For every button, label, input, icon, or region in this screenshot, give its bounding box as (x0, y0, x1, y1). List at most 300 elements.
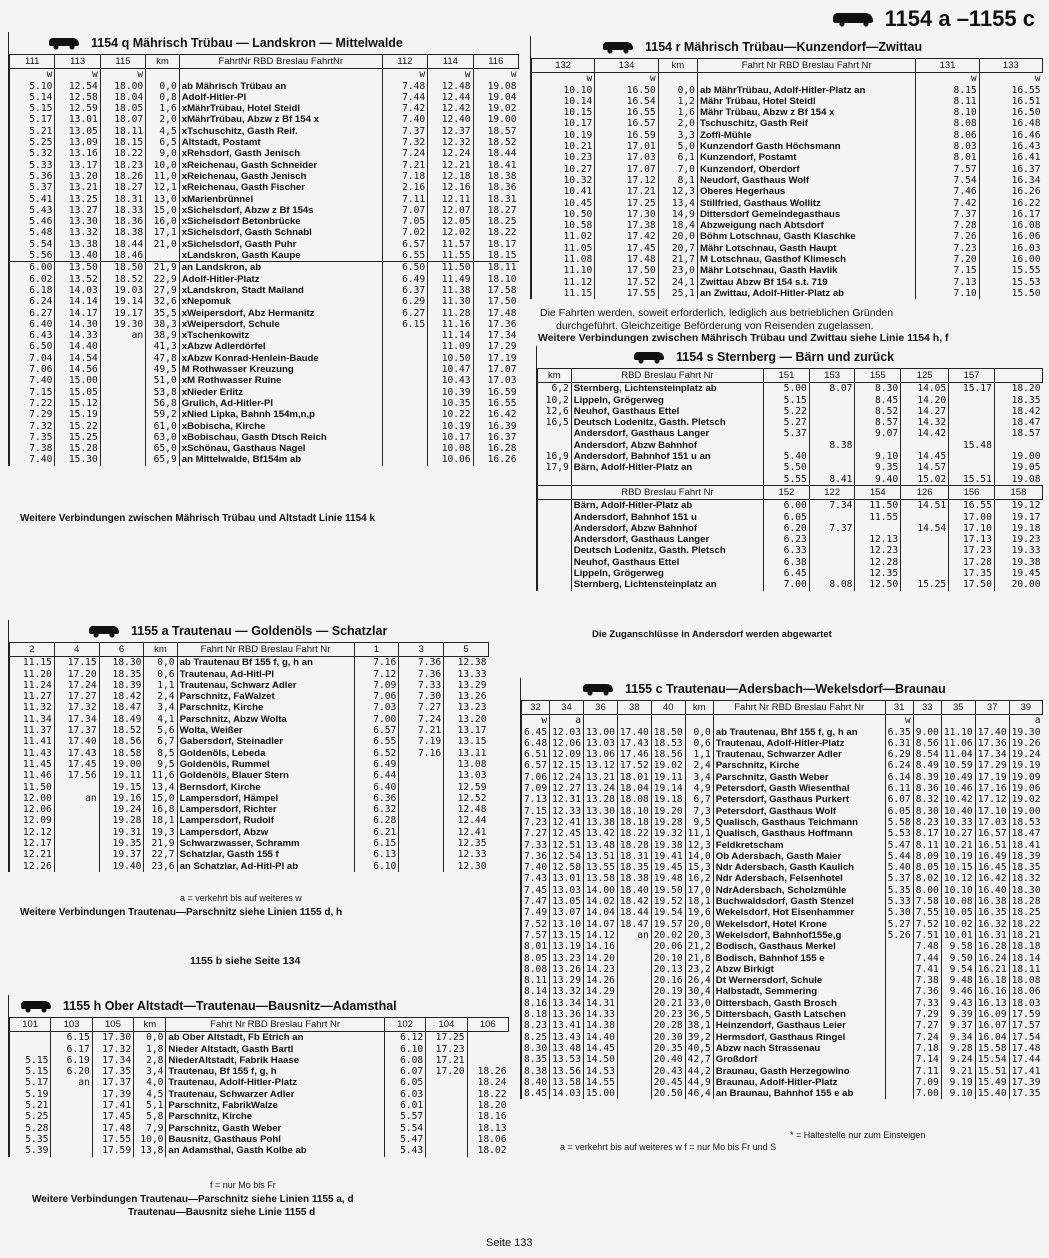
table-row (10, 69, 519, 81)
time-cell: 20.00 (994, 579, 1042, 590)
table-row (10, 160, 519, 171)
time-cell: 12.02 (428, 227, 473, 238)
time-cell (994, 440, 1042, 451)
station-cell: Neuhof, Gasthaus Ettel (571, 557, 763, 568)
time-cell: 17.40 (617, 727, 651, 738)
time-cell (100, 353, 145, 364)
station-cell: Parschnitz, Kirche (713, 760, 885, 771)
time-cell: 16.35 (975, 907, 1009, 918)
time-cell: 11.38 (428, 285, 473, 296)
time-cell: 18.27 (473, 205, 518, 216)
time-cell: 7.24 (913, 1032, 941, 1043)
km-cell: 6,7 (685, 794, 713, 805)
train-number (994, 369, 1042, 383)
time-cell: 8.10 (916, 107, 979, 118)
time-cell (901, 545, 949, 556)
time-cell: 9.35 (855, 462, 901, 473)
km-cell: 0,0 (134, 1032, 166, 1044)
timetable-grid (9, 54, 519, 466)
table-row (522, 794, 1043, 805)
station-cell: xLandskron, Stadt Mailand (179, 285, 382, 296)
table-row (522, 907, 1043, 918)
table-row (10, 702, 489, 713)
time-cell: 10.19 (941, 851, 975, 862)
time-cell: 11.34 (10, 714, 55, 725)
time-cell: 8.57 (855, 417, 901, 428)
table-row (10, 216, 519, 227)
table-row (522, 1009, 1043, 1020)
km-cell (538, 474, 572, 486)
table-row (10, 815, 489, 826)
time-cell: 13.01 (550, 873, 584, 884)
time-cell: 18.39 (1009, 851, 1042, 862)
time-cell: a (1009, 715, 1042, 727)
table-row (10, 81, 519, 92)
time-cell: 8.32 (913, 794, 941, 805)
time-cell: 18.44 (100, 239, 145, 250)
km-cell: 53,8 (146, 387, 180, 398)
km-cell (538, 579, 572, 590)
time-cell: 16.03 (979, 243, 1042, 254)
station-cell: Dittersdorf Gemeindegasthaus (697, 209, 915, 220)
station-cell: Bausnitz, Gasthaus Pohl (166, 1134, 384, 1145)
time-cell: 6.07 (384, 1066, 425, 1077)
km-cell: 0,8 (146, 92, 180, 103)
time-cell: 10.49 (941, 772, 975, 783)
station-cell: xMährTrübau, Hotel Steidl (179, 103, 382, 114)
station-cell: xReichenau, Gasth Schneider (179, 160, 382, 171)
time-cell: 6.14 (885, 772, 913, 783)
time-cell: 15.19 (55, 409, 100, 420)
time-cell: 6.01 (384, 1100, 425, 1111)
time-cell: 18.47 (994, 417, 1042, 428)
time-cell: 7.12 (354, 669, 399, 680)
time-cell: 18.40 (617, 885, 651, 896)
train-number: 33 (913, 701, 941, 715)
time-cell: 11.28 (428, 308, 473, 319)
km-cell: 5,0 (658, 141, 697, 152)
time-cell: 10.19 (428, 421, 473, 432)
time-cell: 6.24 (10, 296, 55, 307)
time-cell: 13.09 (55, 137, 100, 148)
station-cell: xReichenau, Gasth Fischer (179, 182, 382, 193)
time-cell: 5.21 (10, 1100, 51, 1111)
time-cell (617, 715, 651, 727)
time-cell: 5.35 (10, 1134, 51, 1145)
time-cell: 13.11 (444, 748, 489, 759)
time-cell: 18.17 (473, 239, 518, 250)
time-cell: 17.01 (595, 141, 658, 152)
time-cell: 15.25 (901, 579, 949, 590)
time-cell: 18.56 (99, 736, 144, 747)
km-cell: 65,9 (146, 454, 180, 465)
time-cell: 18.46 (100, 250, 145, 262)
header-row (10, 55, 519, 69)
train-number: 125 (901, 369, 949, 383)
time-cell: 15.51 (949, 474, 995, 486)
table-row (10, 736, 489, 747)
table-row (10, 375, 519, 386)
time-cell: 17.34 (54, 714, 99, 725)
time-cell: 20.43 (651, 1066, 685, 1077)
time-cell: 18.20 (467, 1100, 508, 1111)
time-cell: 17.36 (975, 738, 1009, 749)
time-cell: 17.59 (1009, 1009, 1042, 1020)
time-cell: 12.15 (550, 760, 584, 771)
time-cell (426, 1123, 467, 1134)
station-cell: Kunzendorf Gasth Höchsmann (697, 141, 915, 152)
km-cell: 1,1 (144, 680, 177, 691)
time-cell: 19.05 (994, 462, 1042, 473)
time-cell: 5.14 (10, 92, 55, 103)
time-cell: w (10, 69, 55, 81)
table-row (10, 748, 489, 759)
table-row (10, 319, 519, 330)
table-row (10, 861, 489, 872)
timetable-grid (521, 700, 1043, 1099)
table-row (532, 164, 1043, 175)
time-cell: 12.51 (550, 840, 584, 851)
station-header: Fahrt Nr RBD Breslau Fahrt Nr (177, 643, 354, 657)
km-cell: 15,3 (685, 862, 713, 873)
time-cell: 16.57 (975, 828, 1009, 839)
time-cell: 14.42 (901, 428, 949, 439)
km-header (538, 485, 572, 499)
time-cell: 5.19 (10, 1089, 51, 1100)
time-cell: 17.30 (92, 1032, 133, 1044)
table-row (538, 451, 1043, 462)
train-number: 111 (10, 55, 55, 69)
time-cell: 12.33 (444, 849, 489, 860)
time-cell: 11.30 (428, 296, 473, 307)
table-row (532, 130, 1043, 141)
time-cell: 10.10 (941, 885, 975, 896)
km-cell: 13,4 (144, 782, 177, 793)
time-cell: 13.20 (55, 171, 100, 182)
table-row (532, 186, 1043, 197)
time-cell: 9.24 (941, 1054, 975, 1065)
time-cell: 17.27 (54, 691, 99, 702)
km-cell: 14,9 (658, 209, 697, 220)
station-cell: xAbzw Adlerdörfel (179, 341, 382, 352)
table-row (10, 1111, 509, 1122)
time-cell: 17.29 (975, 760, 1009, 771)
time-cell: 9.40 (855, 474, 901, 486)
time-cell (885, 1054, 913, 1065)
station-cell: Wekelsdorf, Bahnhof155e,g (713, 930, 885, 941)
time-cell: 17.34 (975, 749, 1009, 760)
train-number: 35 (941, 701, 975, 715)
time-cell: 5.56 (10, 250, 55, 262)
table-row (10, 114, 519, 125)
station-cell: Goldenöls, Lebeda (177, 748, 354, 759)
table-row (522, 975, 1043, 986)
time-cell: 19.00 (994, 451, 1042, 462)
station-cell: an Adamsthal, Gasth Kolbe ab (166, 1145, 384, 1156)
time-cell: 6.12 (384, 1032, 425, 1044)
time-cell: 18.42 (99, 691, 144, 702)
time-cell: 17.34 (92, 1055, 133, 1066)
km-cell: 0,0 (658, 85, 697, 96)
time-cell: 11.27 (10, 691, 55, 702)
time-cell (54, 827, 99, 838)
time-cell: 11.37 (10, 725, 55, 736)
km-cell: 0,6 (685, 738, 713, 749)
time-cell: 19.08 (994, 474, 1042, 486)
time-cell: 5.53 (885, 828, 913, 839)
time-cell: 18.42 (994, 406, 1042, 417)
time-cell (382, 398, 427, 409)
time-cell: 12.44 (428, 92, 473, 103)
table-row (532, 231, 1043, 242)
table-row (532, 152, 1043, 163)
header-row (538, 485, 1043, 499)
time-cell: 16.17 (979, 209, 1042, 220)
table-row (10, 725, 489, 736)
time-cell: 12.07 (428, 205, 473, 216)
station-cell: Hermsdorf, Gasthaus Ringel (713, 1032, 885, 1043)
time-cell (54, 861, 99, 872)
time-cell: 17.54 (1009, 1032, 1042, 1043)
time-cell: 18.38 (617, 873, 651, 884)
time-cell: 8.30 (855, 383, 901, 395)
time-cell: 11.06 (941, 738, 975, 749)
time-cell: 17.25 (595, 198, 658, 209)
time-cell: 19.02 (651, 760, 685, 771)
timetable-1154s (536, 346, 1043, 591)
time-cell: 8.16 (522, 998, 550, 1009)
time-cell: 5.40 (764, 451, 810, 462)
table-row (522, 1088, 1043, 1099)
time-cell: 13.00 (584, 727, 618, 738)
time-cell: 6.00 (764, 500, 810, 512)
km-cell: 30,4 (685, 986, 713, 997)
time-cell: 13.15 (444, 736, 489, 747)
time-cell: 14.20 (584, 953, 618, 964)
time-cell: 7.42 (916, 198, 979, 209)
time-cell: 10.05 (941, 907, 975, 918)
time-cell: 14.03 (550, 1088, 584, 1099)
km-cell: 17,9 (538, 462, 572, 473)
time-cell (617, 941, 651, 952)
time-cell: 6.15 (51, 1032, 92, 1044)
time-cell: 14.04 (584, 907, 618, 918)
time-cell: 20.35 (651, 1043, 685, 1054)
time-cell: 10.08 (941, 896, 975, 907)
table-row (532, 198, 1043, 209)
time-cell: 19.30 (1009, 727, 1042, 738)
station-cell: an Zwittau, Adolf-Hitler-Platz ab (697, 288, 915, 299)
time-cell: 14.00 (584, 885, 618, 896)
km-cell: 27,9 (146, 285, 180, 296)
station-cell: xRehsdorf, Gasth Jenisch (179, 148, 382, 159)
time-cell: 13.06 (584, 749, 618, 760)
time-cell: 14.50 (584, 1054, 618, 1065)
timetable-title-text: 1154 r Mährisch Trübau—Kunzendorf—Zwittau (645, 40, 923, 54)
time-cell (764, 440, 810, 451)
time-cell: 13.20 (444, 714, 489, 725)
time-cell: 16.31 (975, 930, 1009, 941)
time-cell: 20.45 (651, 1077, 685, 1088)
time-cell: 7.30 (399, 691, 444, 702)
time-cell (100, 364, 145, 375)
station-cell: Andersdorf, Abzw Bahnhof (571, 440, 763, 451)
time-cell: 19.04 (473, 92, 518, 103)
time-cell: 10.50 (428, 353, 473, 364)
km-cell: 0,0 (146, 81, 180, 92)
km-header: km (538, 369, 572, 383)
time-cell: 5.36 (10, 171, 55, 182)
time-cell: 7.00 (913, 1088, 941, 1099)
time-cell: 10.39 (428, 387, 473, 398)
km-cell: 5,6 (144, 725, 177, 736)
time-cell (51, 1111, 92, 1122)
time-cell (51, 1100, 92, 1111)
table-row (10, 103, 519, 114)
station-cell: Trautenau, Schwarz Adler (177, 680, 354, 691)
time-cell: 5.27 (885, 919, 913, 930)
time-cell: 18.33 (100, 205, 145, 216)
train-number: 32 (522, 701, 550, 715)
time-cell: 7.10 (916, 288, 979, 299)
station-cell: Mähr Lotschnau, Gasth Haupt (697, 243, 915, 254)
time-cell: 18.16 (467, 1111, 508, 1122)
time-cell: 15.50 (979, 288, 1042, 299)
time-cell: 17.23 (426, 1044, 467, 1055)
time-cell: 9.48 (941, 975, 975, 986)
time-cell: 5.37 (10, 182, 55, 193)
time-cell: 18.10 (617, 806, 651, 817)
station-cell: Andersdorf, Bahnhof 151 u an (571, 451, 763, 462)
station-header: Fahrt Nr RBD Breslau Fahrt Nr (713, 701, 885, 715)
time-cell: 18.05 (100, 103, 145, 114)
time-cell: 14.31 (584, 998, 618, 1009)
time-cell: 18.11 (473, 262, 518, 274)
time-cell: 8.07 (809, 383, 855, 395)
time-cell: 11.08 (532, 254, 595, 265)
time-cell: 17.52 (595, 277, 658, 288)
time-cell: 19.35 (99, 838, 144, 849)
time-cell: 5.46 (10, 216, 55, 227)
time-cell: 7.03 (354, 702, 399, 713)
table-row (532, 220, 1043, 231)
timetable-1155a (8, 620, 489, 872)
time-cell: 10.59 (941, 760, 975, 771)
station-cell: Ndr Adersbach, Felsenhotel (713, 873, 885, 884)
time-cell: 5.39 (10, 1145, 51, 1156)
station-cell: Trautenau, Adolf-Hitler-Platz (713, 738, 885, 749)
time-cell: 10.27 (941, 828, 975, 839)
bus-icon (601, 40, 637, 54)
time-cell: 19.57 (651, 919, 685, 930)
time-cell: 12.28 (855, 557, 901, 568)
time-cell: an (617, 930, 651, 941)
time-cell: 19.18 (651, 794, 685, 805)
table-row (10, 239, 519, 250)
time-cell: 12.11 (428, 194, 473, 205)
time-cell: 11.49 (428, 274, 473, 285)
time-cell: w (428, 69, 473, 81)
time-cell: 16.55 (473, 398, 518, 409)
train-number: 158 (994, 485, 1042, 499)
time-cell (100, 421, 145, 432)
time-cell: 19.11 (651, 772, 685, 783)
station-cell: Mähr Trübau, Abzw z Bf 154 x (697, 107, 915, 118)
km-cell (658, 73, 697, 85)
time-cell: 6.45 (522, 727, 550, 738)
station-cell: Böhm Lotschnau, Gasth Klaschke (697, 231, 915, 242)
time-cell (399, 770, 444, 781)
time-cell: 19.24 (1009, 749, 1042, 760)
station-cell: Altstadt, Postamt (179, 137, 382, 148)
time-cell (617, 1077, 651, 1088)
time-cell: 16.28 (975, 941, 1009, 952)
km-cell: 10,0 (134, 1134, 166, 1145)
time-cell: 18.53 (1009, 817, 1042, 828)
time-cell: 6.17 (51, 1044, 92, 1055)
time-cell: 16.50 (595, 85, 658, 96)
time-cell: 11.50 (428, 262, 473, 274)
train-number: 115 (100, 55, 145, 69)
table-row (10, 398, 519, 409)
time-cell: 9.34 (941, 1032, 975, 1043)
table-row (538, 474, 1043, 486)
time-cell: 5.15 (10, 1066, 51, 1077)
time-cell: 7.32 (382, 137, 427, 148)
time-cell: 18.28 (617, 840, 651, 851)
time-cell: 13.12 (584, 760, 618, 771)
table-row (532, 107, 1043, 118)
footnote-1155c-1: * = Haltestelle nur zum Einsteigen (790, 1130, 926, 1140)
time-cell: 17.52 (617, 760, 651, 771)
station-cell: ab MährTrübau, Adolf-Hitler-Platz an (697, 85, 915, 96)
time-cell: 12.26 (10, 861, 55, 872)
time-cell: 9.50 (941, 953, 975, 964)
time-cell (399, 838, 444, 849)
time-cell: 18.23 (100, 160, 145, 171)
time-cell: 11.09 (428, 341, 473, 352)
train-number: 133 (979, 59, 1042, 73)
table-row (10, 432, 519, 443)
station-cell: Bernsdorf, Kirche (177, 782, 354, 793)
time-cell: 14.30 (55, 319, 100, 330)
km-cell (146, 250, 180, 262)
time-cell: 14.53 (584, 1066, 618, 1077)
time-cell: 10.45 (532, 198, 595, 209)
table-row (522, 760, 1043, 771)
time-cell: 7.57 (916, 164, 979, 175)
km-cell: 18,1 (144, 815, 177, 826)
time-cell: 17.38 (595, 220, 658, 231)
km-cell: 59,2 (146, 409, 180, 420)
station-cell: Braunau, Gasth Herzegowino (713, 1066, 885, 1077)
km-cell: 22,9 (146, 274, 180, 285)
km-cell: 20,0 (658, 231, 697, 242)
time-cell: 19.31 (99, 827, 144, 838)
time-cell: 14.56 (55, 364, 100, 375)
time-cell: 14.16 (584, 941, 618, 952)
km-cell: 11,1 (685, 828, 713, 839)
time-cell: 5.00 (764, 383, 810, 395)
station-cell: Kunzendorf, Postamt (697, 152, 915, 163)
time-cell: 17.00 (949, 512, 995, 523)
table-row (10, 1032, 509, 1044)
time-cell: 8.15 (916, 85, 979, 96)
km-cell: 4,0 (134, 1077, 166, 1088)
time-cell: 7.32 (10, 421, 55, 432)
time-cell: 8.05 (913, 862, 941, 873)
station-cell: Kunzendorf, Oberdorf (697, 164, 915, 175)
